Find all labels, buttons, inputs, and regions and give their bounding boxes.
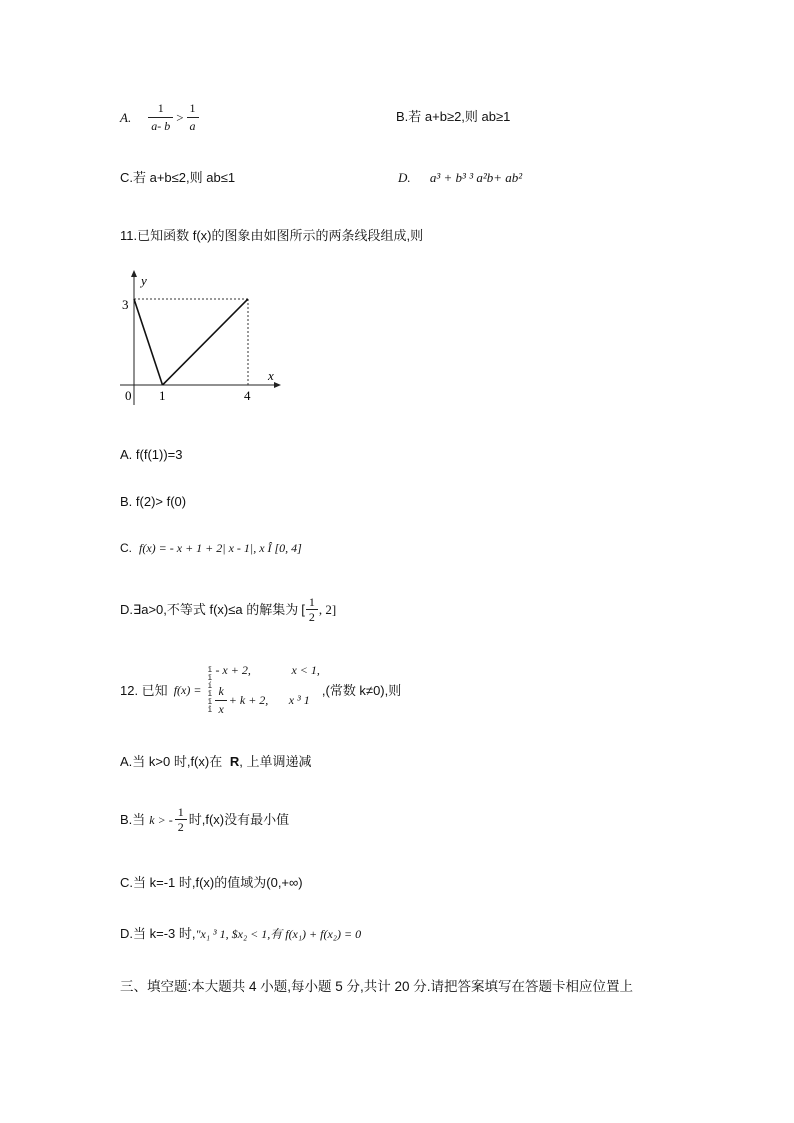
q12-case-1-cond: x < 1,	[291, 663, 320, 677]
x-tick-4: 4	[244, 388, 251, 403]
q12-option-d-text: D.当 k=-3 时,	[120, 926, 196, 941]
q12-case-2-fraction: $\frac{k}{x}$	[215, 684, 226, 717]
q11-option-d	[120, 596, 336, 623]
q12-option-b	[120, 806, 289, 833]
q10-option-a-label: A.	[120, 109, 132, 125]
q12-option-d	[120, 927, 361, 940]
q12-option-a-bold: R	[229, 754, 240, 769]
q11-option-d-rest: , 2]	[318, 602, 337, 617]
q12-option-b-rest: 时,f(x)没有最小值	[188, 812, 290, 827]
q11-option-c	[120, 541, 302, 556]
q11-option-b: B. f(2)> f(0)	[120, 494, 187, 509]
q12-case-2-cond: x ³ 1	[288, 693, 310, 707]
q11-option-d-text: D.∃a>0,不等式 f(x)≤a 的解集为	[120, 602, 299, 617]
q10-option-a	[120, 101, 202, 134]
x-axis-label: x	[268, 368, 274, 383]
q12-option-c: C.当 k=-1 时,f(x)的值域为(0,+∞)	[120, 875, 303, 890]
q12-lead: 12. 已知	[120, 682, 168, 698]
q11-stem: 11.已知函数 f(x)的图象由如图所示的两条线段组成,则	[120, 228, 424, 243]
q12-case-1-expr: - x + 2,	[215, 663, 251, 677]
q12-case-2-expr: + k + 2,	[228, 693, 269, 707]
q12-tail: ,(常数 k≠0),则	[321, 682, 402, 698]
q11-option-a: A. f(f(1))=3	[120, 447, 183, 462]
y-tick-3: 3	[122, 297, 129, 312]
q10-option-b: B.若 a+b≥2,则 ab≥1	[396, 109, 511, 124]
q12-option-a-text: A.当 k>0 时,f(x)在	[120, 754, 223, 769]
section-3-header: 三、填空题:本大题共 4 小题,每小题 5 分,共计 20 分.请把答案填写在答题卡相应位置上	[120, 979, 634, 994]
q11-option-c-expr: f(x) = - x + 1 + 2| x - 1|, x Î [0, 4]	[139, 541, 302, 555]
q12-fx: f(x) =	[173, 682, 202, 697]
q11-option-d-bracket: [	[301, 602, 305, 617]
q12-option-b-label: B.当	[120, 812, 146, 827]
origin-label: 0	[125, 388, 132, 403]
q12-option-d-expr: "x₁ ³ 1, $x₂ < 1,有 f(x₁) + f(x₂) = 0	[195, 927, 362, 941]
q11-option-c-label: C.	[120, 541, 132, 555]
q11-option-d-fraction: $\frac{1}{2}$	[306, 596, 318, 623]
graph-segment-2	[163, 299, 249, 385]
q10-option-d-label: D.	[398, 170, 411, 185]
graph-segment-1	[134, 299, 163, 385]
y-axis-arrow	[131, 270, 137, 277]
q10-option-a-gt: >	[176, 109, 184, 125]
q10-option-d	[398, 170, 522, 186]
x-tick-1: 1	[159, 388, 166, 403]
q12-case-1	[215, 663, 319, 678]
q10-option-a-fraction-2: $\frac{1}{a}$	[187, 101, 199, 134]
q10-option-d-expr: a³ + b³ ³ a²b+ ab²	[429, 170, 523, 185]
y-axis-label: y	[141, 273, 147, 288]
q12-option-a-rest: , 上单调递减	[239, 754, 312, 769]
q12-option-b-fraction: $\frac{1}{2}$	[175, 806, 187, 833]
q12-option-a	[120, 755, 311, 768]
q12-option-b-expr: k > -	[149, 812, 173, 827]
q12-cases	[215, 663, 319, 717]
q12-stem	[120, 662, 401, 718]
q11-function-graph	[116, 268, 286, 410]
q10-option-c: C.若 a+b≤2,则 ab≤1	[120, 170, 236, 185]
q10-option-a-fraction-1: $\frac{1}{a- b}$	[148, 101, 173, 134]
x-axis-arrow	[274, 382, 281, 388]
q12-case-2	[215, 684, 319, 717]
q12-piecewise-brace: ï ï í ï ï î	[207, 665, 213, 714]
